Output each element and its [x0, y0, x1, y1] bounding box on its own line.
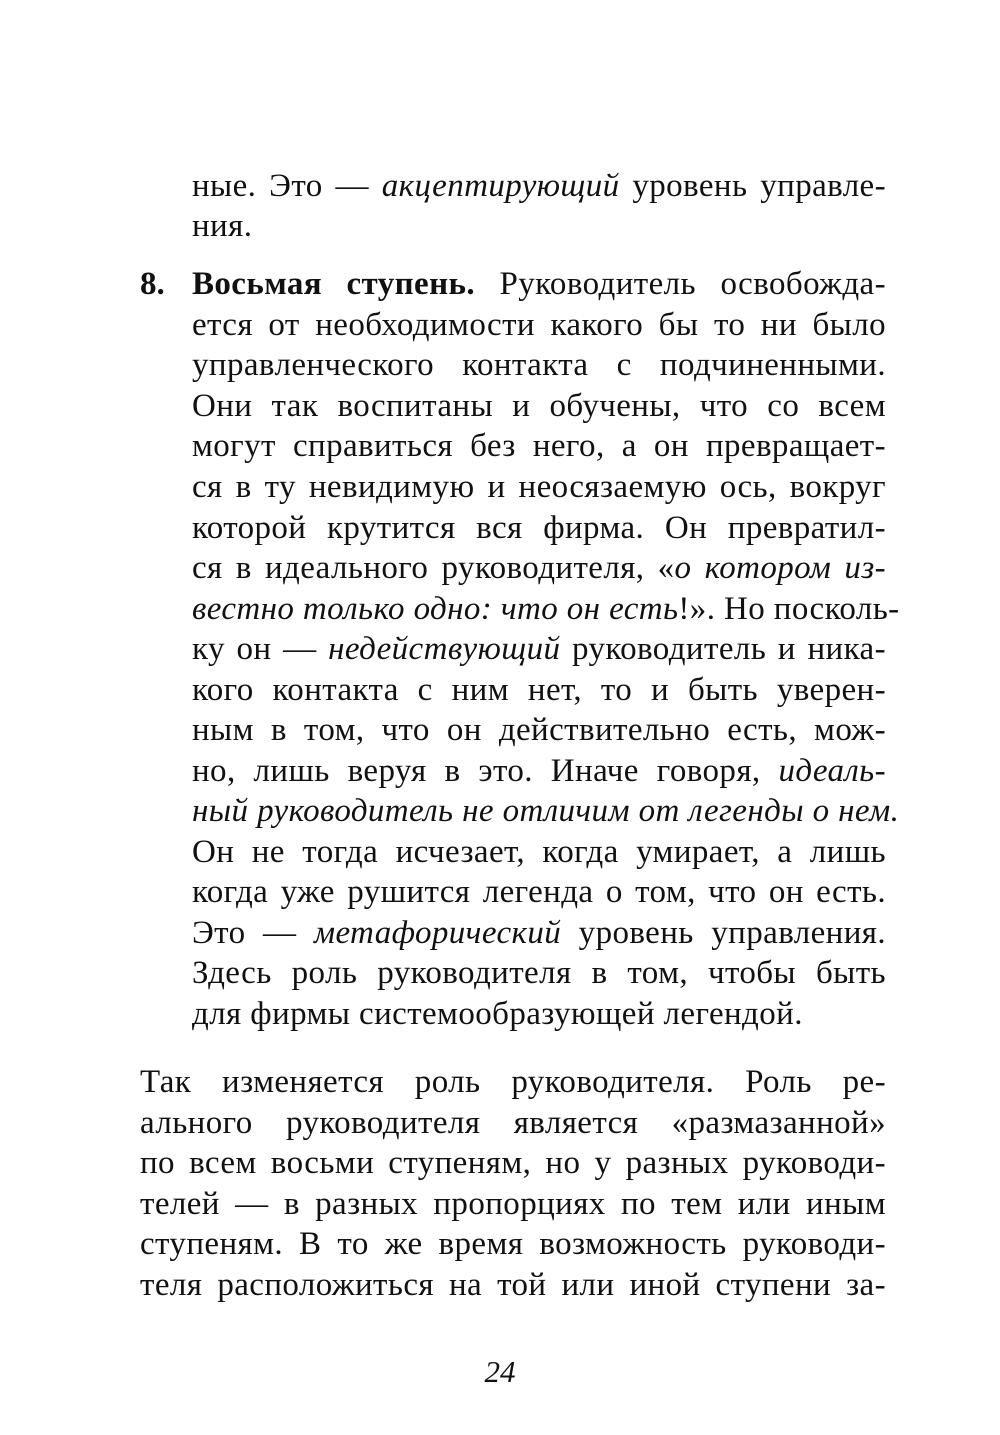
- paragraph-line: ступеням. В то же время возможность руководи-: [140, 1226, 886, 1262]
- text-run: Руководитель освобожда-: [475, 266, 886, 302]
- italic-phrase: ный руководитель не отличим от легенды о нем.: [192, 793, 900, 829]
- list-item-line: управленческого контакта с подчиненными.: [192, 347, 886, 383]
- italic-term: акцептирующий: [381, 168, 620, 204]
- list-item-line: для фирмы системообразующей легендой.: [192, 996, 803, 1032]
- list-item-line: Здесь роль руководителя в том, чтобы быть: [192, 955, 886, 991]
- paragraph-line: [192, 166, 886, 206]
- list-item-line: Они так воспитаны и обучены, что со всем: [192, 388, 886, 424]
- list-item-line: когда уже рушится легенда о том, что он есть.: [192, 874, 886, 910]
- list-item-line: могут справиться без него, а он превращает-: [192, 428, 886, 464]
- italic-quote: о котором из-: [674, 550, 886, 586]
- paragraph-line: ального руководителя является «размазанной»: [140, 1105, 886, 1141]
- paragraph-line: по всем восьми ступеням, но у разных руководи-: [140, 1145, 886, 1181]
- list-item-line: Он не тогда исчезает, когда умирает, а лишь: [192, 834, 886, 870]
- text-run: уровень управле-: [619, 168, 886, 204]
- text-run: ные. Это —: [192, 168, 382, 204]
- paragraph-line: ния.: [192, 208, 253, 244]
- italic-term: метафорический: [313, 915, 562, 951]
- list-item-line: кого контакта с ним нет, то и быть уверен-: [192, 672, 886, 708]
- paragraph-line: телей — в разных пропорциях по тем или иным: [140, 1186, 886, 1222]
- list-item-line: [192, 751, 886, 791]
- text-run: !». Но посколь-: [678, 591, 900, 627]
- list-item-line: [192, 548, 886, 588]
- list-item-title: Восьмая ступень.: [192, 266, 476, 302]
- list-item-line: [192, 913, 886, 953]
- list-item-line: [192, 791, 900, 831]
- paragraph-line: Так изменяется роль руководителя. Роль ре-: [140, 1064, 886, 1100]
- list-item-line: [192, 629, 886, 669]
- text-run: руководитель и ника-: [560, 631, 886, 667]
- page-number: 24: [484, 1354, 516, 1389]
- list-item-line: которой крутится вся фирма. Он превратил-: [192, 510, 886, 546]
- list-item-line: ется от необходимости какого бы то ни было: [192, 307, 886, 343]
- italic-quote: вестно только одно: что он есть: [192, 591, 679, 627]
- italic-phrase: идеаль-: [778, 753, 886, 789]
- list-item-line: [192, 264, 886, 304]
- text-run: ку он —: [192, 631, 329, 667]
- italic-term: недействующий: [328, 631, 561, 667]
- list-item-line: ным в том, что он действительно есть, мож-: [192, 712, 886, 748]
- text-run: Это —: [192, 915, 314, 951]
- text-run: ся в идеального руководителя, «: [192, 550, 675, 586]
- list-item-number: 8.: [140, 266, 165, 302]
- list-item-line: ся в ту невидимую и неосязаемую ось, вокруг: [192, 469, 886, 505]
- list-item-line: [192, 589, 900, 629]
- paragraph-line: теля расположиться на той или иной ступени за-: [140, 1267, 886, 1303]
- text-run: но, лишь веруя в это. Иначе говоря,: [192, 753, 779, 789]
- text-run: уровень управления.: [561, 915, 886, 951]
